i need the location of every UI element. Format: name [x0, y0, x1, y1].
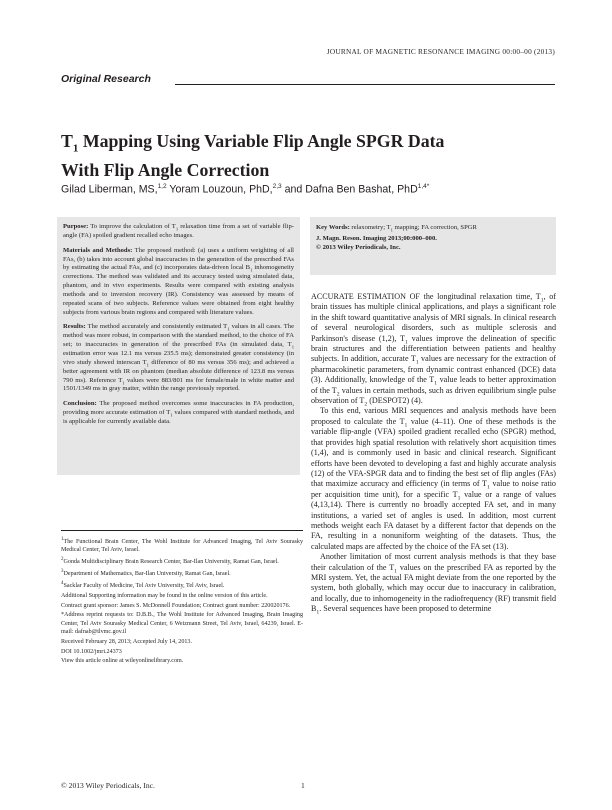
keywords-line: Key Words: relaxometry; $T_1$ mapping; FA correction, SPGR	[316, 224, 477, 233]
footnote-item: $^4$Sacklar Faculty of Medicine, Tel Aviv University, Tel Aviv, Israel.	[61, 580, 225, 589]
title-line-2: With Flip Angle Correction	[61, 159, 270, 180]
abstract-conclusion: Conclusion: The proposed method overcomes some inaccuracies in FA production, providing more accurate estimation of $T_1$ values compared with standard methods, and is applicable for currently available data.	[63, 400, 294, 425]
footnote-item: $^1$The Functional Brain Center, The Wohl Institute for Advanced Imaging, Tel Aviv Sourasky Medical Center, Tel Aviv, Israel.	[61, 537, 303, 554]
body-paragraph: To this end, various MRI sequences and analysis methods have been proposed to calculate the $T_1$ value (4–11). One of these methods is the variable flip-angle (VFA) spoiled gradient recalled echo (SPGR) method, that provides high spatial resolution with relatively short acquisition times (1,4), and is commonly used in basic and clinical research. Significant efforts have been devoted to developing a fast and highly accurate analysis (12) of the VFA-SPGR data and to finding the best set of flip angles (FAs) that maximize accuracy and efficiency (in terms of $T_1$ value to noise ratio per acquisition time unit), for a specific $T_1$ value or a range of values (4,13,14). There is currently no broadly accepted FA set, and in many institutions, a varied set of angles is used. In addition, most current methods weight each FA dataset by a different factor that depends on the FA, resulting in a nonuniform weighting of the datasets. Thus, the calculated maps are affected by the choice of the FA set (13).	[311, 406, 556, 551]
author-name: Yoram Louzoun, PhD,	[166, 183, 273, 196]
footnote-item: DOI 10.1002/jmri.24373	[61, 648, 122, 655]
page-number: 1	[301, 781, 305, 790]
abstract-results: Results: The method accurately and consistently estimated $T_1$ values in all cases. The method was more robust, in comparison with the standard method, to the choice of FA set; to inaccuracies in generation of the prescribed FAs (in simulated data, $T_1$ estimation error was 12.1 ms versus 235.5 ms); demonstrated greater consistency (in vivo study showed interscan $T_1$ difference of 80 ms versus 356 ms); and achieved a better agreement with IR on phantom (median absolute difference of 123.8 ms versus 790 ms). Reference $T_1$ values were 883/801 ms for female/male in white matter and 1501/1349 ms in gray matter, within the range previously reported.	[63, 323, 295, 393]
copyright-line: © 2013 Wiley Periodicals, Inc.	[316, 244, 401, 252]
footnote-item: $^3$Department of Mathematics, Bar-Ilan University, Ramat Gan, Israel.	[61, 569, 231, 578]
article-title	[61, 131, 561, 181]
footnote-item: *Address reprint requests to: D.B.B., The Wohl Institute for Advanced Imaging, Brain Imaging Center, Tel Aviv Sourasky Medical Center, 6 Weizmann Street, Tel Aviv, Israel, 64239, Israel. E-mail: dafnab@tlvmc.gov.il	[61, 612, 303, 635]
footnotes	[61, 536, 303, 667]
keywords-box	[310, 217, 556, 275]
section-divider	[175, 84, 555, 85]
author-affiliation: 1,4*	[417, 183, 430, 190]
abstract-purpose: Purpose: To improve the calculation of $T_1$ relaxation time from a set of variable flip-angle (FA) spoiled gradient recalled echo images.	[63, 223, 294, 239]
author-name: and Dafna Ben Bashat, PhD	[281, 183, 418, 196]
section-label: Original Research	[61, 73, 151, 85]
author-affiliation: 2,3	[272, 183, 282, 190]
body-paragraph: Another limitation of most current analysis methods is that they base their calculation of the $T_1$ values on the prescribed FA as reported by the MRI system. Yet, the actual FA might deviate from the one reported by the system, both globally, which may occur due to inaccuracy in calibration, and locally, due to inhomogeneity in the radiofrequency (RF) transmit field $B_1$. Several sequences have been proposed to determine	[311, 552, 556, 616]
journal-running-header: JOURNAL OF MAGNETIC RESONANCE IMAGING 00:00–00 (2013)	[326, 47, 555, 56]
abstract-methods: Materials and Methods: The proposed method: (a) uses a uniform weighting of all FAs, (b) takes into account global inaccuracies in the generation of the prescribed FAs by estimating the actual FAs, and (c) incorporates data-driven local $B_1$ inhomogeneity corrections. The method was validated and its accuracy tested using simulated data, phantom, and in vivo experiments. Results were compared with existing analysis methods and to inversion recovery (IR). Consistency was assessed by means of repeated scans of two subjects. Reference values were obtained from eight healthy subjects from various brain regions and compared with literature values.	[63, 246, 294, 316]
citation-line: J. Magn. Reson. Imaging 2013;00:000–000.	[316, 235, 437, 243]
title-line-1: $T_1$ Mapping Using Variable Flip Angle SPGR Data	[61, 131, 445, 155]
footnote-item: View this article online at wileyonlinelibrary.com.	[61, 658, 184, 665]
author-name: Gilad Liberman, MS,	[61, 183, 158, 196]
abstract-box	[57, 217, 300, 475]
footnote-item: Additional Supporting information may be found in the online version of this article.	[61, 592, 268, 599]
footer-copyright: © 2013 Wiley Periodicals, Inc.	[61, 781, 155, 790]
footnote-divider	[61, 530, 303, 531]
footnote-item: Contract grant sponsor: James S. McDonnell Foundation; Contract grant number: 220020176.	[61, 602, 291, 609]
author-list	[61, 181, 429, 196]
body-paragraph: ACCURATE ESTIMATION OF the longitudinal relaxation time, $T_1$, of brain tissues has multiple clinical applications, and plays a significant role in the shift toward quantitative analysis of MRI signals. In clinical research of several neurological disorders, such as multiple sclerosis and Parkinson's disease (1,2), $T_1$ values improve the delineation of specific brain structures and the differentiation between patients and healthy subjects. In addition, accurate $T_1$ values are necessary for the extraction of pharmacokinetic parameters, from dynamic contrast enhanced (DCE) data (3). Additionally, knowledge of the $T_1$ value leads to better approximation of the $T_2$ values in certain methods, such as driven equilibrium single pulse observation of $T_2$ (DESPOT2) (4).	[311, 292, 556, 408]
body-text-column	[311, 292, 556, 615]
author-affiliation: 1,2	[157, 183, 167, 190]
footnote-item: Received February 28, 2013; Accepted July 14, 2013.	[61, 638, 192, 645]
footnote-item: $^2$Gonda Multidisciplinary Brain Research Center, Bar-Ilan University, Ramat Gan, Israel.	[61, 557, 279, 566]
